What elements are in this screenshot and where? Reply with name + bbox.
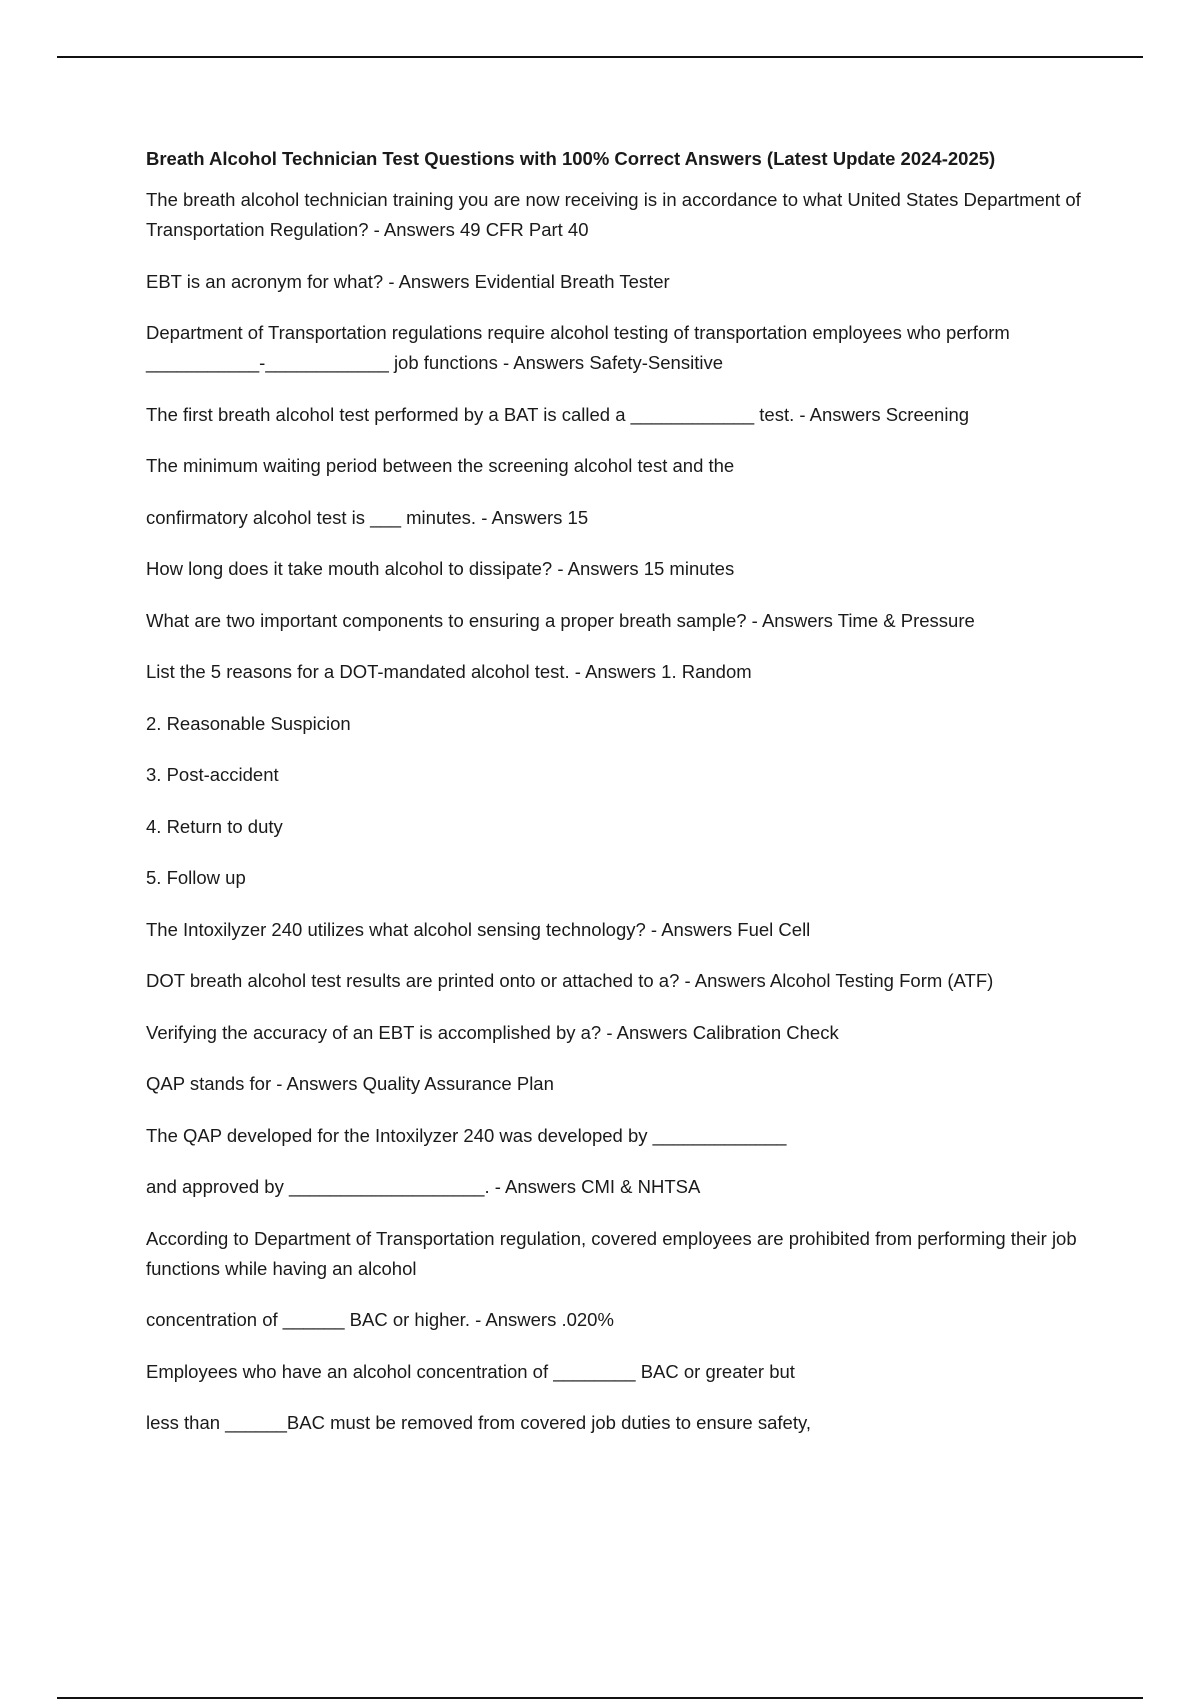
footer-rule: [57, 1697, 1143, 1699]
qa-paragraph: DOT breath alcohol test results are printed onto or attached to a? - Answers Alcohol Testing Form (ATF): [146, 970, 994, 991]
qa-paragraph: The breath alcohol technician training you are now receiving is in accordance to what United States Department of Transportation Regulation? - Answers 49 CFR Part 40: [146, 189, 1081, 240]
qa-paragraph: less than ______BAC must be removed from covered job duties to ensure safety,: [146, 1412, 811, 1433]
qa-paragraph: confirmatory alcohol test is ___ minutes. - Answers 15: [146, 506, 589, 528]
qa-paragraph: According to Department of Transportation regulation, covered employees are prohibited from performing their job functions while having an alcohol: [146, 1227, 1077, 1279]
qa-paragraph: QAP stands for - Answers Quality Assurance Plan: [146, 1073, 554, 1094]
qa-paragraph: How long does it take mouth alcohol to dissipate? - Answers 15 minutes: [146, 558, 735, 579]
qa-paragraph: The Intoxilyzer 240 utilizes what alcohol sensing technology? - Answers Fuel Cell: [146, 918, 811, 940]
list-item: 5. Follow up: [146, 867, 246, 888]
qa-paragraph: concentration of ______ BAC or higher. - Answers .020%: [146, 1309, 614, 1330]
qa-paragraph: List the 5 reasons for a DOT-mandated alcohol test. - Answers 1. Random: [146, 661, 752, 682]
list-item: 2. Reasonable Suspicion: [146, 712, 351, 734]
qa-paragraph: Verifying the accuracy of an EBT is accomplished by a? - Answers Calibration Check: [146, 1021, 839, 1043]
header-rule: [57, 56, 1143, 58]
list-item: 3. Post-accident: [146, 764, 279, 785]
qa-paragraph: The first breath alcohol test performed by a BAT is called a ____________ test. - Answers Screening: [146, 403, 970, 425]
list-item: 4. Return to duty: [146, 815, 283, 837]
qa-paragraph: Department of Transportation regulations require alcohol testing of transportation employees who perform ___________-____________ job functions - Answers Safety-Sensitive: [146, 322, 1010, 373]
qa-paragraph: The minimum waiting period between the screening alcohol test and the: [146, 455, 735, 476]
qa-paragraph: Employees who have an alcohol concentration of ________ BAC or greater but: [146, 1360, 795, 1382]
qa-paragraph: The QAP developed for the Intoxilyzer 240 was developed by _____________: [146, 1124, 787, 1146]
document-title: Breath Alcohol Technician Test Questions with 100% Correct Answers (Latest Update 2024-2025): [146, 148, 996, 169]
qa-paragraph: and approved by ___________________. - Answers CMI & NHTSA: [146, 1176, 701, 1197]
qa-paragraph: EBT is an acronym for what? - Answers Evidential Breath Tester: [146, 270, 670, 292]
qa-paragraph: What are two important components to ensuring a proper breath sample? - Answers Time & Pressure: [146, 609, 975, 631]
document-body: [146, 145, 1096, 1460]
